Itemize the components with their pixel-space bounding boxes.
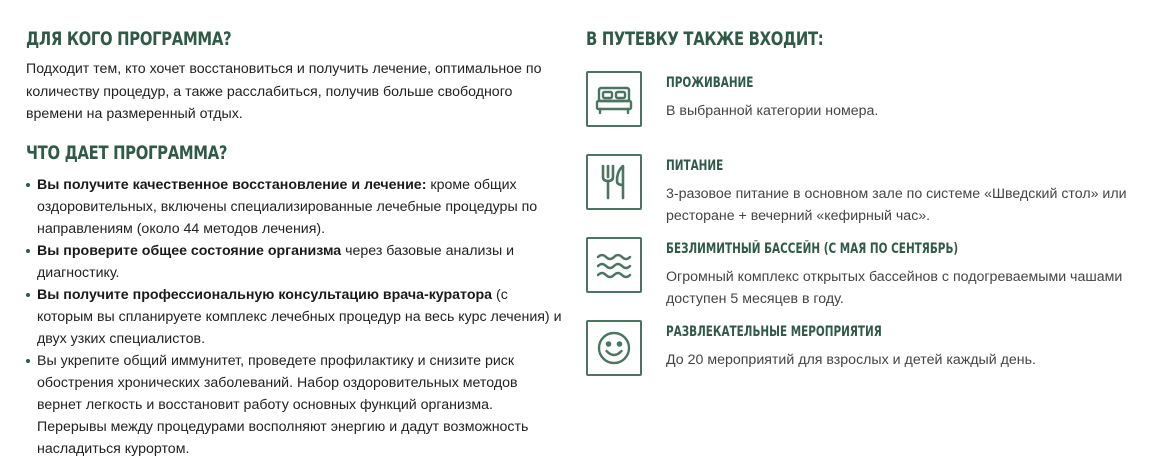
benefit-text: через базовые анализы и диагностику.	[37, 242, 515, 281]
includes-column	[586, 27, 1156, 368]
bed-icon	[586, 71, 642, 127]
what-gives-heading: ЧТО ДАЕТ ПРОГРАММА?	[26, 141, 228, 164]
include-item-text: Огромный комплекс открытых бассейнов с подогреваемыми чашами доступен 5 месяцев в году.	[666, 269, 1123, 307]
include-item-text: 3-разовое питание в основном зале по системе «Шведский стол» или ресторане + вечерний «кефирный час».	[666, 186, 1127, 224]
smile-icon	[586, 320, 642, 376]
for-whom-paragraph: Подходит тем, кто хочет восстановиться и получить лечение, оптимальное по количеству процедур, а также расслабиться, получив больше свободного времени на размеренный отдых.	[26, 61, 542, 122]
include-item-events	[586, 320, 1156, 380]
include-item-title: ПИТАНИЕ	[666, 158, 724, 174]
for-whom-heading: ДЛЯ КОГО ПРОГРАММА?	[26, 28, 232, 50]
benefits-list	[26, 174, 566, 460]
list-item	[26, 350, 566, 460]
list-item	[26, 240, 566, 284]
include-item-pool	[586, 237, 1156, 307]
fork-knife-icon	[586, 154, 642, 210]
benefit-bold: Вы получите профессиональную консультацию врача-куратора	[37, 286, 493, 303]
includes-heading: В ПУТЕВКУ ТАКЖЕ ВХОДИТ:	[586, 28, 824, 50]
benefit-text: (с которым вы спланируете комплекс лечебных процедур на весь курс лечения) и двух узких специалистов.	[37, 286, 562, 347]
include-item-accommodation	[586, 71, 1156, 131]
include-item-text: До 20 мероприятий для взрослых и детей каждый день.	[666, 352, 1036, 368]
benefit-text: кроме общих оздоровительных, включены специализированные лечебные процедуры по направлениям (около 44 методов лечения).	[37, 176, 538, 237]
waves-icon	[586, 237, 642, 293]
benefit-text: Вы укрепите общий иммунитет, проведете профилактику и снизите риск обострения хронических заболеваний. Набор оздоровительных методов вернет легкость и восстановит работу основных функций организма. Перерывы между процедурами восполняют энергию и дадут возможность насладиться курортом.	[37, 352, 529, 457]
benefit-bold: Вы получите качественное восстановление и лечение:	[37, 176, 427, 193]
include-item-food	[586, 154, 1156, 224]
list-item	[26, 174, 566, 240]
benefit-bold: Вы проверите общее состояние организма	[37, 242, 342, 259]
include-item-text: В выбранной категории номера.	[666, 103, 879, 119]
list-item	[26, 284, 566, 350]
include-item-title: БЕЗЛИМИТНЫЙ БАССЕЙН (С МАЯ ПО СЕНТЯБРЬ)	[666, 241, 959, 257]
include-item-title: ПРОЖИВАНИЕ	[666, 75, 754, 91]
program-info-column	[26, 27, 566, 460]
include-item-title: РАЗВЛЕКАТЕЛЬНЫЕ МЕРОПРИЯТИЯ	[666, 324, 882, 340]
